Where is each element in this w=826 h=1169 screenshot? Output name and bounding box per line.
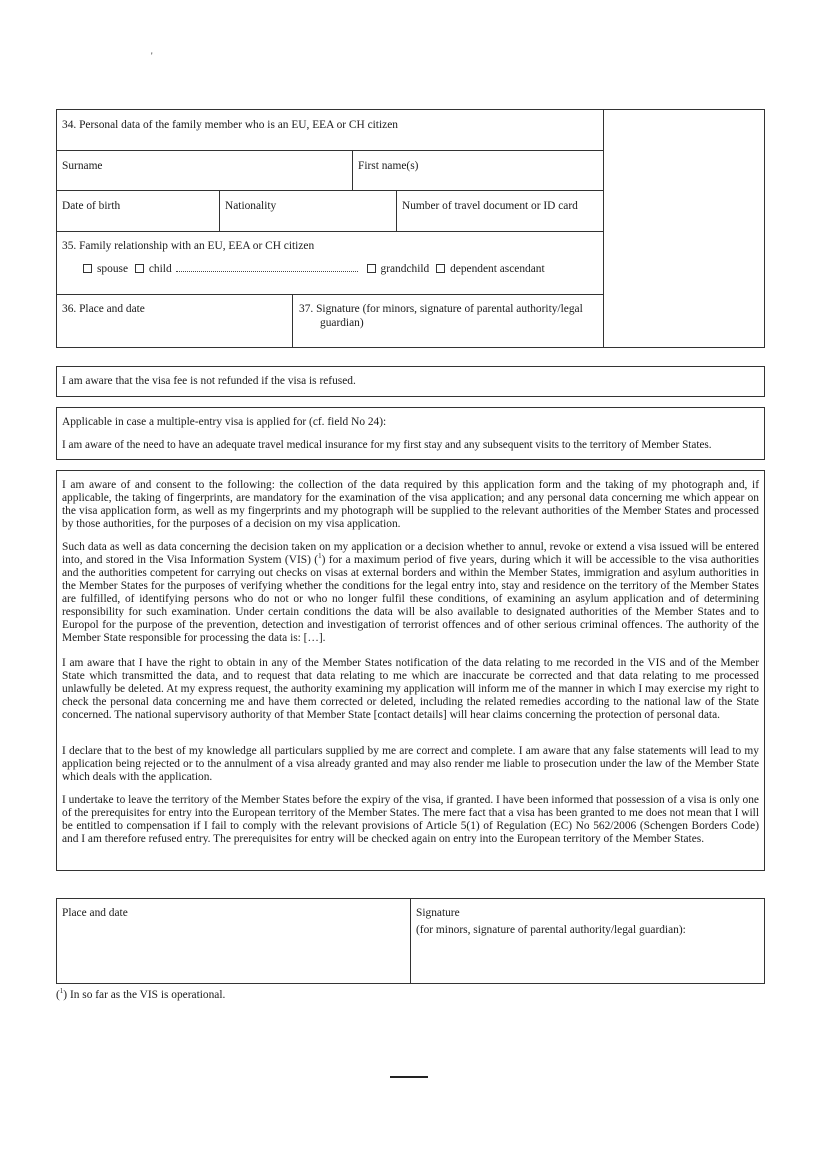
- consent-paragraph-1: I am aware of and consent to the following: the collection of the data required by this application form and the taking of my photograph and, if applicable, the taking of fingerprints, are mandatory for the examination of the visa application; and any personal data concerning me which appear on the visa application form, as well as my fingerprints and my photograph will be supplied to the relevant authorities of the Member States and processed by those authorities, for the purposes of a decision on my visa application.: [62, 479, 759, 530]
- signature-field-37-line1[interactable]: 37. Signature (for minors, signature of parental authority/legal: [299, 303, 583, 315]
- consent-paragraph-3: I am aware that I have the right to obtain in any of the Member States notification of the data relating to me recorded in the VIS and of the Member State which transmitted the data, and to request that data relating to me which are inaccurate be corrected and that data relating to me processed unlawfully be deleted. At my express request, the authority examining my application will inform me of the manner in which I may exercise my right to check the personal data concerning me and have them corrected or deleted, including the related remedies according to the national law of the State concerned. The national supervisory authority of that Member State [contact details] will hear claims concerning the protection of personal data.: [62, 657, 759, 721]
- consent-paragraph-5: I undertake to leave the territory of the Member States before the expiry of the visa, if granted. I have been informed that possession of a visa is only one of the prerequisites for entry into the European territory of the Member States. The mere fact that a visa has been granted to me does not mean that I will be entitled to compensation if I fail to comply with the relevant provisions of Article 5(1) of Regulation (EC) No 562/2006 (Schengen Borders Code) and I am therefore refused entry. The prerequisites for entry will be checked again on entry into the European territory of the Member States.: [62, 794, 759, 845]
- photo-column-divider: [603, 109, 604, 348]
- dependent-ascendant-label: dependent ascendant: [450, 263, 545, 275]
- multi-entry-box: [56, 407, 765, 460]
- travel-document-field[interactable]: Number of travel document or ID card: [402, 200, 578, 212]
- nationality-field[interactable]: Nationality: [225, 200, 277, 212]
- footnote-ref: 1: [318, 552, 322, 561]
- place-date-field-36[interactable]: 36. Place and date: [62, 303, 145, 315]
- first-names-field[interactable]: First name(s): [358, 160, 419, 172]
- place-date-field[interactable]: Place and date: [62, 907, 128, 919]
- spouse-checkbox[interactable]: [83, 264, 92, 273]
- relationship-options: [83, 263, 545, 276]
- grandchild-label: grandchild: [380, 263, 430, 275]
- multi-entry-line1: Applicable in case a multiple-entry visa is applied for (cf. field No 24):: [62, 416, 387, 428]
- section35-title: 35. Family relationship with an EU, EEA or CH citizen: [62, 240, 315, 252]
- top-mark: ': [151, 51, 153, 61]
- fee-notice-text: I am aware that the visa fee is not refunded if the visa is refused.: [62, 375, 356, 387]
- child-checkbox[interactable]: [135, 264, 144, 273]
- child-label: child: [148, 263, 172, 275]
- footnote-mark: 1: [59, 987, 64, 996]
- section34-title: 34. Personal data of the family member who is an EU, EEA or CH citizen: [62, 119, 398, 131]
- grandchild-checkbox[interactable]: [367, 264, 376, 273]
- date-of-birth-field[interactable]: Date of birth: [62, 200, 121, 212]
- consent-paragraph-2: Such data as well as data concerning the decision taken on my application or a decision whether to annul, revoke or extend a visa issued will be entered into, and stored in the Visa Information System (VIS) ($^1$) for a maximum period of five years, during which it will be accessible to the visa authorities and the authorities competent for carrying out checks on visas at external borders and within the Member States, immigration and asylum authorities in the Member States for the purposes of verifying whether the conditions for the legal entry into, stay and residence on the territory of the Member States are fulfilled, of identifying persons who do not or who no longer fulfil these conditions, of examining an asylum application and of determining responsibility for such examination. Under certain conditions the data will be also available to designated authorities of the Member States and to Europol for the purpose of the prevention, detection and investigation of terrorist offences and of other serious criminal offences. The authority of the Member State responsible for processing the data is: […].: [62, 541, 759, 644]
- multi-entry-line2: I am aware of the need to have an adequate travel medical insurance for my first stay and any subsequent visits to the territory of Member States.: [62, 439, 712, 451]
- signature-field-37-line2: guardian): [320, 317, 364, 329]
- consent-paragraph-4: I declare that to the best of my knowledge all particulars supplied by me are correct and complete. I am aware that any false statements will lead to my application being rejected or to the annulment of a visa already granted and may also render me liable to prosecution under the law of the Member State which deals with the application.: [62, 745, 759, 783]
- footnote: ($^1$) In so far as the VIS is operational.: [56, 987, 226, 1001]
- signature-note: (for minors, signature of parental authority/legal guardian):: [416, 924, 686, 936]
- surname-field[interactable]: Surname: [62, 160, 103, 172]
- spouse-label: spouse: [97, 263, 129, 275]
- dependent-ascendant-checkbox[interactable]: [436, 264, 445, 273]
- page-separator: [390, 1076, 428, 1078]
- footnote-text: In so far as the VIS is operational.: [69, 989, 226, 1001]
- child-dotted-line[interactable]: [176, 263, 358, 272]
- signature-field[interactable]: Signature: [416, 907, 460, 919]
